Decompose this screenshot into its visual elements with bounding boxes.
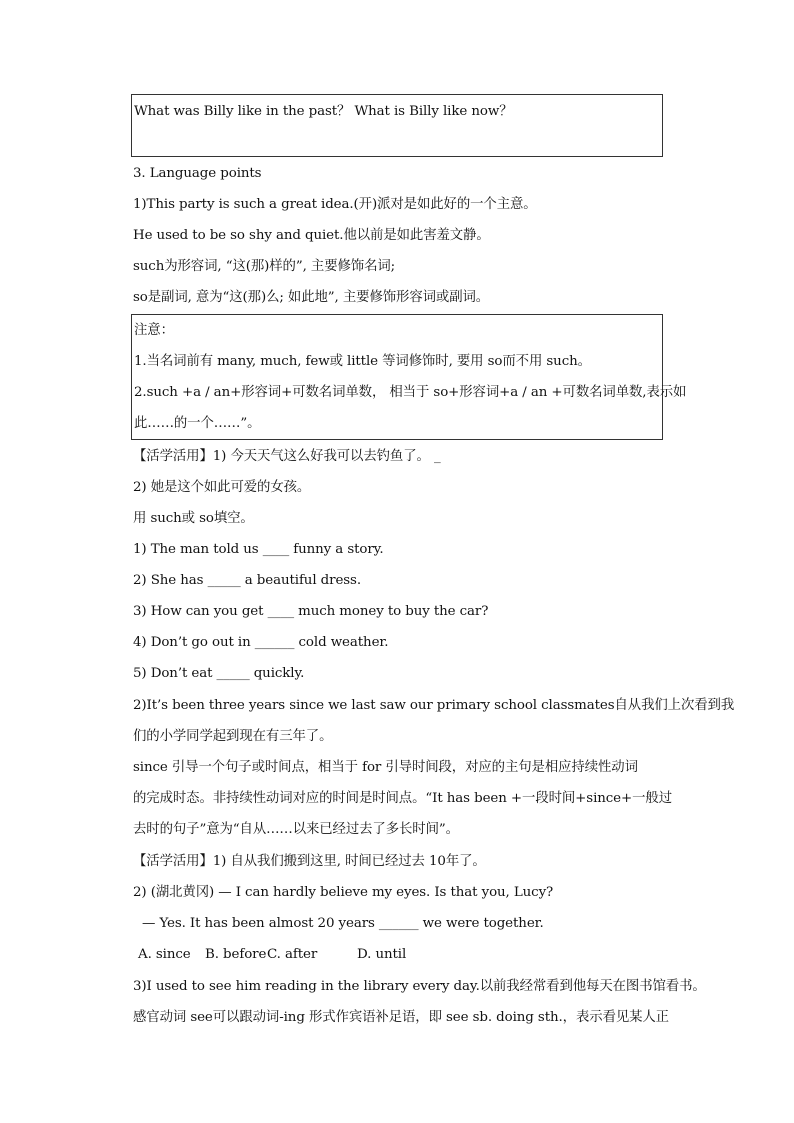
exercise-question-3: 3) How can you get ____ much money to buy the car? [133, 604, 489, 619]
since-explanation-1: since 引导一个句子或时间点，相当于 for 引导时间段，对应的主句是相应持续性动词 [133, 760, 638, 775]
option-b: B. before [205, 947, 267, 962]
exercise-question-5: 5) Don’t eat _____ quickly. [133, 666, 305, 681]
example-sentence-1: 1)This party is such a great idea.(开)派对是如此好的一个主意。 [133, 197, 537, 212]
point-2-line-2: 们的小学同学起到现在有三年了。 [133, 729, 333, 744]
point-2-line-1: 2)It’s been three years since we last saw our primary school classmates自从我们上次看到我 [133, 698, 735, 713]
practice-1-item-2: 2) 她是这个如此可爱的女孩。 [133, 480, 311, 495]
practice-2-header: 【活学活用】1) 自从我们搬到这里, 时间已经过去 10年了。 [133, 854, 486, 869]
exercise-question-1: 1) The man told us ____ funny a story. [133, 542, 384, 557]
point-3-line-1: 3)I used to see him reading in the library every day.以前我经常看到他每天在图书馆看书。 [133, 979, 706, 994]
note-item-2-line-2: 此……的一个……”。 [134, 416, 261, 431]
question-text: What was Billy like in the past？ What is Billy like now？ [134, 104, 513, 119]
example-sentence-2: He used to be so shy and quiet.他以前是如此害羞文静。 [133, 228, 490, 243]
exercise-question-2: 2) She has _____ a beautiful dress. [133, 573, 361, 588]
note-box [131, 314, 687, 440]
exercise-question-4: 4) Don’t go out in ______ cold weather. [133, 635, 389, 650]
since-explanation-3: 去时的句子”意为“自从……以来已经过去了多长时间”。 [133, 822, 459, 837]
option-d: D. until [357, 947, 407, 962]
point-3-line-2: 感官动词 see可以跟动词-ing 形式作宾语补足语，即 see sb. doing sth.，表示看见某人正 [133, 1010, 669, 1025]
such-explanation: such为形容词, “这(那)样的”, 主要修饰名词; [133, 259, 396, 274]
note-item-2-line-1: 2.such +a / an+形容词+可数名词单数， 相当于 so+形容词+a / an +可数名词单数,表示如 [134, 385, 687, 400]
option-a: A. since [138, 947, 191, 962]
note-title: 注意： [134, 323, 174, 338]
practice-1-instruction: 用 such或 so填空。 [133, 511, 254, 526]
practice-2-question: 2) (湖北黄冈) — I can hardly believe my eyes. Is that you, Lucy? [133, 885, 554, 900]
so-explanation: so是副词, 意为“这(那)么; 如此地”, 主要修饰形容词或副词。 [133, 290, 490, 305]
section-title: 3. Language points [133, 166, 262, 181]
practice-2-answer-line: — Yes. It has been almost 20 years ______ we were together. [142, 916, 544, 931]
note-item-1: 1.当名词前有 many, much, few或 little 等词修饰时, 要用 so而不用 such。 [134, 354, 591, 369]
question-box [131, 94, 663, 157]
since-explanation-2: 的完成时态。非持续性动词对应的时间是时间点。“It has been +一段时间+since+一般过 [133, 791, 672, 806]
practice-1-header: 【活学活用】1) 今天天气这么好我可以去钓鱼了。 _ [133, 449, 441, 464]
answer-options [138, 946, 406, 964]
option-c: C. after [267, 947, 318, 962]
